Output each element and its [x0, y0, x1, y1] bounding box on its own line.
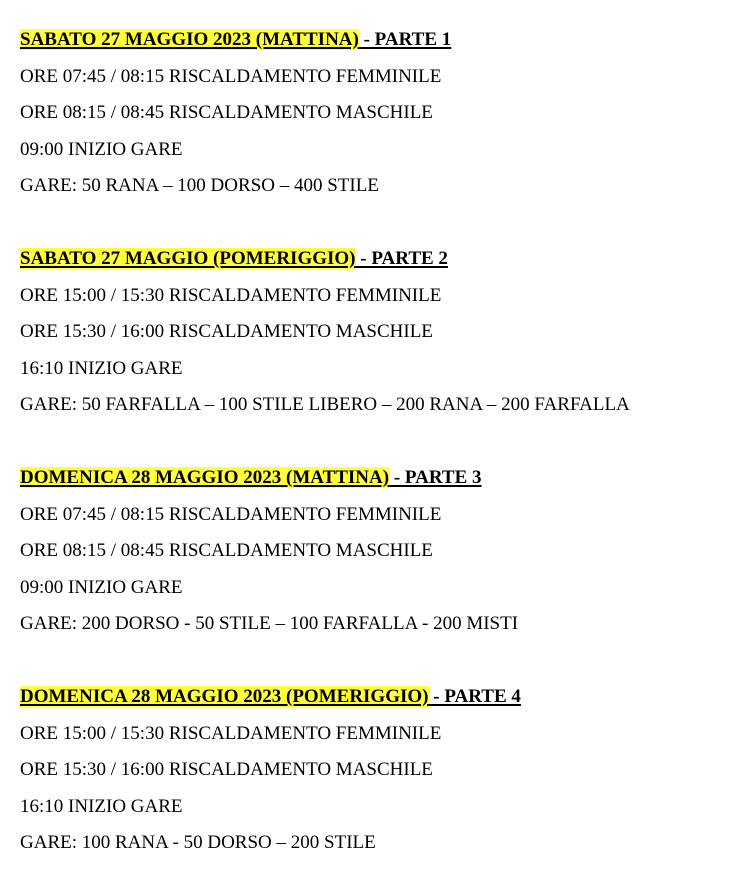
section-heading-date: DOMENICA 28 MAGGIO 2023 (MATTINA)	[20, 466, 390, 488]
schedule-document	[20, 22, 740, 862]
schedule-section-4	[20, 679, 740, 862]
warmup-women-line: ORE 07:45 / 08:15 RISCALDAMENTO FEMMINILE	[20, 503, 442, 525]
start-time-line: 16:10 INIZIO GARE	[20, 795, 183, 817]
warmup-women-line: ORE 15:00 / 15:30 RISCALDAMENTO FEMMINILE	[20, 722, 442, 744]
section-heading-part: - PARTE 4	[428, 685, 521, 707]
warmup-men-line: ORE 08:15 / 08:45 RISCALDAMENTO MASCHILE	[20, 102, 433, 124]
section-heading-part: - PARTE 1	[358, 29, 452, 50]
start-time-line: 09:00 INIZIO GARE	[20, 138, 183, 160]
start-time-line: 09:00 INIZIO GARE	[20, 576, 183, 598]
section-heading-part: - PARTE 3	[389, 466, 482, 488]
warmup-men-line: ORE 15:30 / 16:00 RISCALDAMENTO MASCHILE	[20, 759, 433, 781]
warmup-women-line: ORE 15:00 / 15:30 RISCALDAMENTO FEMMINILE	[20, 284, 442, 306]
start-time-line: 16:10 INIZIO GARE	[20, 357, 183, 379]
warmup-women-line: ORE 07:45 / 08:15 RISCALDAMENTO FEMMINILE	[20, 65, 442, 87]
section-heading	[20, 679, 740, 716]
schedule-section-1	[20, 22, 740, 205]
schedule-section-2	[20, 241, 740, 424]
warmup-men-line: ORE 15:30 / 16:00 RISCALDAMENTO MASCHILE	[20, 321, 433, 343]
section-heading-date: SABATO 27 MAGGIO 2023 (MATTINA)	[20, 29, 359, 50]
races-line: GARE: 100 RANA - 50 DORSO – 200 STILE	[20, 832, 376, 854]
races-line: GARE: 50 RANA – 100 DORSO – 400 STILE	[20, 175, 379, 197]
races-line: GARE: 50 FARFALLA – 100 STILE LIBERO – 200 RANA – 200 FARFALLA	[20, 394, 630, 416]
warmup-men-line: ORE 08:15 / 08:45 RISCALDAMENTO MASCHILE	[20, 540, 433, 562]
section-heading	[20, 22, 740, 59]
section-heading-date: SABATO 27 MAGGIO (POMERIGGIO)	[20, 247, 356, 269]
races-line: GARE: 200 DORSO - 50 STILE – 100 FARFALLA - 200 MISTI	[20, 613, 519, 635]
section-heading-part: - PARTE 2	[355, 247, 448, 269]
schedule-section-3	[20, 460, 740, 643]
section-heading-date: DOMENICA 28 MAGGIO 2023 (POMERIGGIO)	[20, 685, 429, 707]
section-heading	[20, 241, 740, 278]
section-heading	[20, 460, 740, 497]
